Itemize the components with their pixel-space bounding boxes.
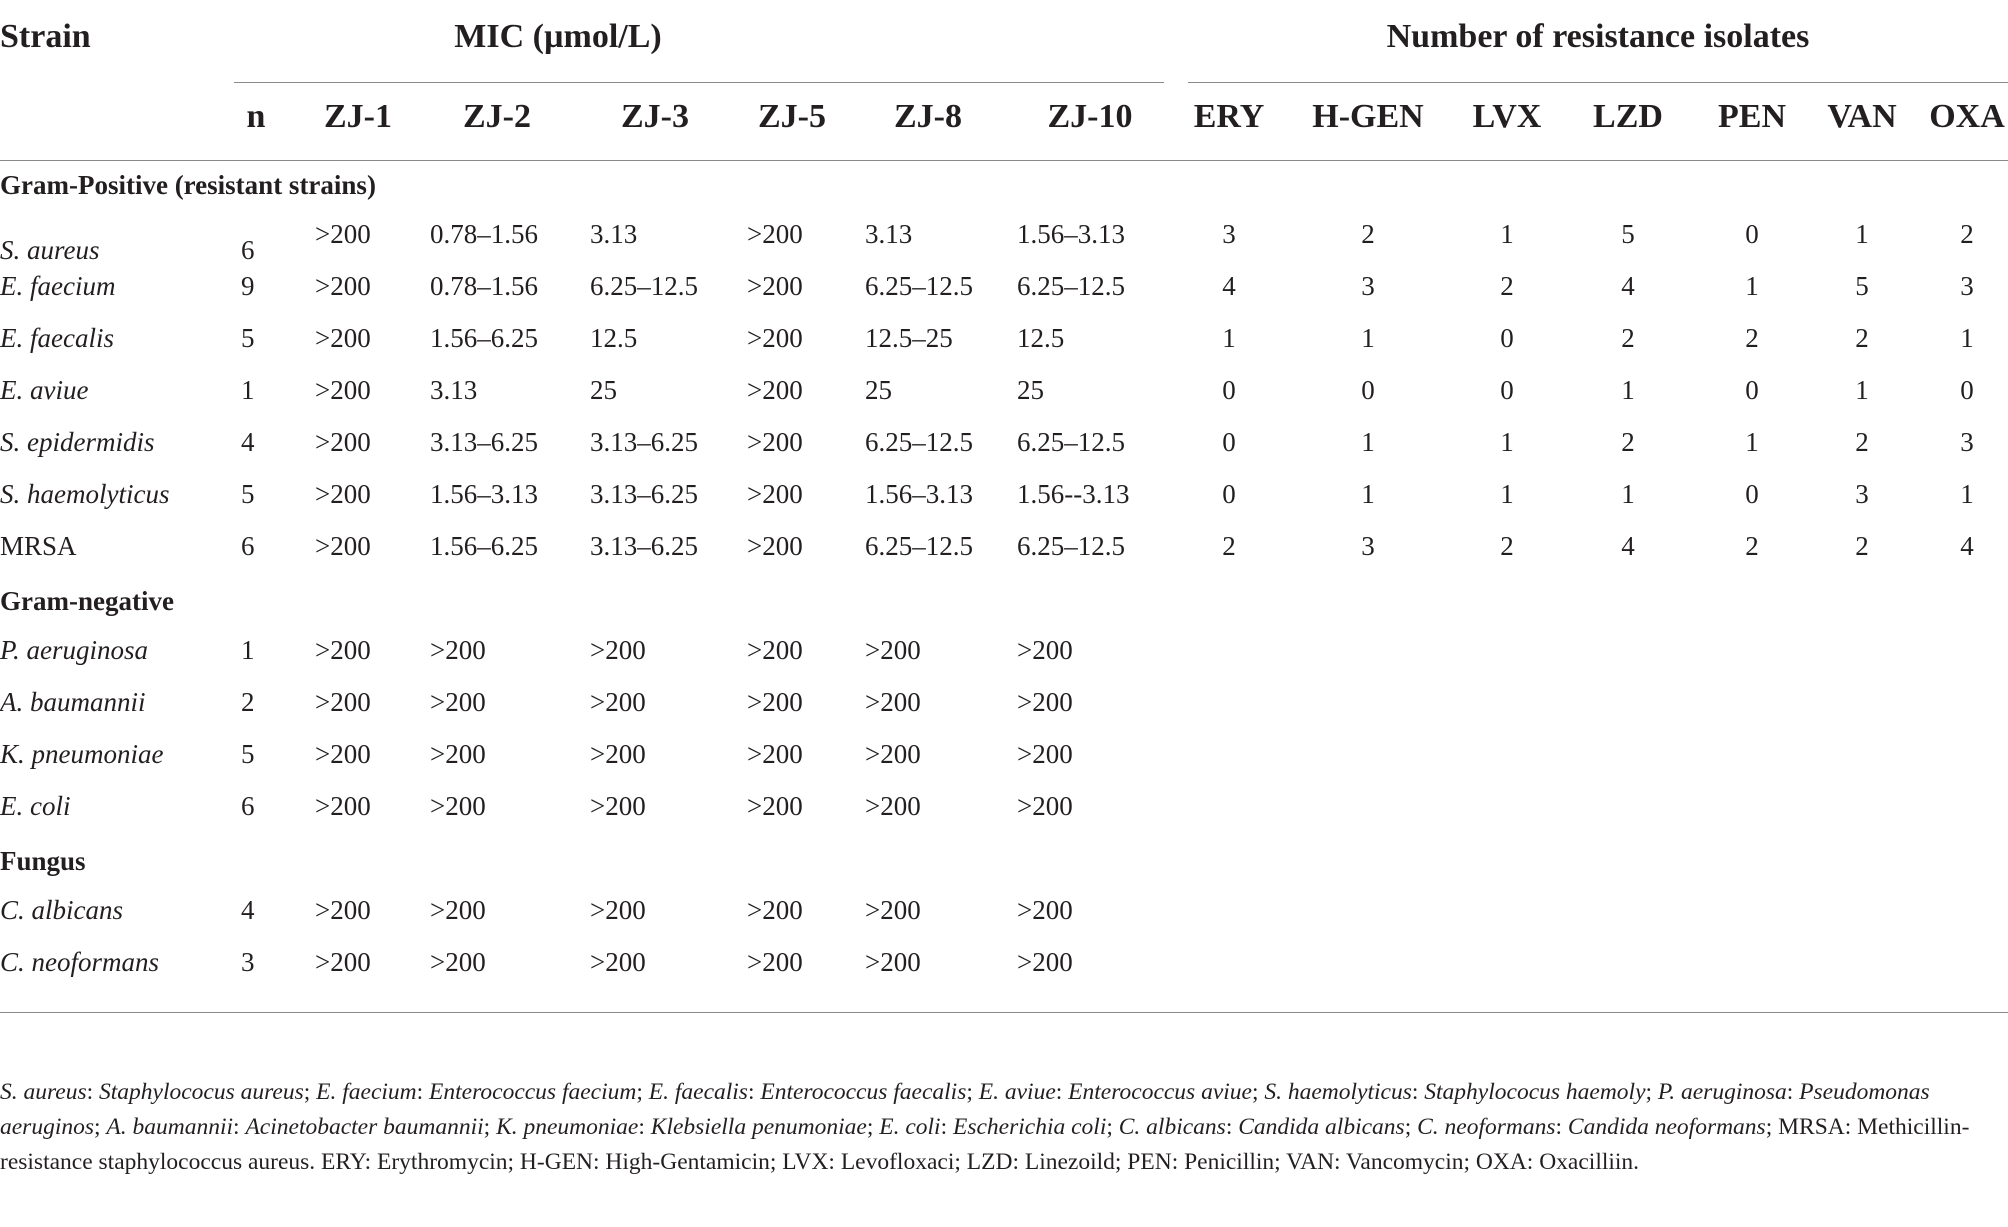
mic-value-cell: >200 — [430, 739, 486, 769]
footnote-italic-text: Pseudomonas aeruginos — [0, 1079, 1930, 1140]
footnote-italic-text: Klebsiella penumoniae — [650, 1114, 867, 1140]
group-label: Fungus — [0, 846, 86, 876]
mic-value-cell: >200 — [315, 895, 371, 925]
footnote-text: ; — [1106, 1114, 1119, 1140]
strain-cell: C. albicans — [0, 895, 124, 925]
strain-header: Strain — [0, 18, 91, 55]
resistance-count-cell: 2 — [1855, 427, 1869, 457]
mic-value-cell: >200 — [1017, 895, 1073, 925]
mic-value-cell: >200 — [1017, 947, 1073, 977]
resistance-column-header: PEN — [1718, 98, 1786, 135]
mic-value-cell: >200 — [1017, 687, 1073, 717]
resistance-count-cell: 2 — [1745, 531, 1759, 561]
footnote-italic-text: C. neoformans — [1417, 1114, 1556, 1140]
mic-value-cell: 6.25–12.5 — [1017, 427, 1125, 457]
mic-value-cell: >200 — [590, 739, 646, 769]
footnote-text: : — [1411, 1079, 1425, 1105]
footnote-text: ; — [636, 1079, 649, 1105]
resistance-count-cell: 2 — [1500, 271, 1514, 301]
mic-value-cell: 3.13–6.25 — [590, 479, 698, 509]
resistance-count-cell: 4 — [1621, 271, 1635, 301]
table-bottom-rule — [0, 1012, 2008, 1013]
footnote-italic-text: Staphylococus aureus — [99, 1079, 304, 1105]
strain-cell: E. coli — [0, 791, 71, 821]
resistance-count-cell: 2 — [1500, 531, 1514, 561]
mic-value-cell: >200 — [747, 479, 803, 509]
mic-value-cell: >200 — [315, 531, 371, 561]
resistance-count-cell: 2 — [1621, 323, 1635, 353]
mic-value-cell: >200 — [747, 895, 803, 925]
resistance-count-cell: 0 — [1745, 375, 1759, 405]
resistance-count-cell: 0 — [1222, 479, 1236, 509]
footnote-text: ; — [483, 1114, 497, 1140]
mic-value-cell: >200 — [590, 687, 646, 717]
mic-column-header: ZJ-3 — [621, 98, 689, 135]
strain-cell: A. baumannii — [0, 687, 146, 717]
footnote-italic-text: E. coli — [879, 1114, 941, 1140]
mic-value-cell: 3.13–6.25 — [590, 427, 698, 457]
mic-value-cell: >200 — [747, 635, 803, 665]
footnote-italic-text: Acinetobacter baumannii — [245, 1114, 484, 1140]
n-cell: 6 — [241, 531, 255, 561]
resistance-count-cell: 0 — [1960, 375, 1974, 405]
strain-cell: E. faecalis — [0, 323, 114, 353]
mic-value-cell: >200 — [865, 687, 921, 717]
mic-value-cell: >200 — [315, 375, 371, 405]
header-bottom-rule — [0, 160, 2008, 161]
resistance-count-cell: 0 — [1361, 375, 1375, 405]
resistance-count-cell: 1 — [1855, 219, 1869, 249]
footnote-italic-text: C. albicans — [1118, 1114, 1226, 1140]
mic-value-cell: >200 — [747, 427, 803, 457]
n-cell: 6 — [241, 791, 255, 821]
resistance-count-cell: 1 — [1621, 375, 1635, 405]
mic-value-cell: >200 — [315, 479, 371, 509]
mic-value-cell: 3.13 — [430, 375, 478, 405]
mic-value-cell: 12.5 — [1017, 323, 1065, 353]
resistance-count-cell: 1 — [1500, 479, 1514, 509]
mic-value-cell: 3.13 — [590, 219, 638, 249]
footnote-text: ; — [1765, 1114, 1779, 1140]
footnote-italic-text: K. pneumoniae — [496, 1114, 639, 1140]
resistance-column-header: LVX — [1472, 98, 1542, 135]
mic-value-cell: >200 — [1017, 791, 1073, 821]
mic-value-cell: 25 — [865, 375, 892, 405]
resistance-column-header: VAN — [1827, 98, 1897, 135]
resistance-count-cell: 1 — [1222, 323, 1236, 353]
footnote-italic-text: Candida neoformans — [1567, 1114, 1766, 1140]
mic-column-header: ZJ-5 — [758, 98, 826, 135]
footnote-text: ; — [1251, 1079, 1265, 1105]
footnote-italic-text: E. aviue — [978, 1079, 1056, 1105]
footnote-italic-text: Enterococcus faecalis — [760, 1079, 967, 1105]
mic-value-cell: 3.13–6.25 — [590, 531, 698, 561]
mic-value-cell: >200 — [430, 791, 486, 821]
resistance-count-cell: 0 — [1222, 375, 1236, 405]
footnote-text: : — [747, 1079, 761, 1105]
resistance-count-cell: 1 — [1500, 427, 1514, 457]
strain-cell: S. epidermidis — [0, 427, 155, 457]
mic-value-cell: 0.78–1.56 — [430, 219, 538, 249]
mic-spanner-rule — [234, 82, 1164, 83]
resistance-count-cell: 2 — [1855, 323, 1869, 353]
mic-value-cell: 6.25–12.5 — [1017, 531, 1125, 561]
group-label: Gram-negative — [0, 586, 174, 616]
group-label: Gram-Positive (resistant strains) — [0, 170, 376, 200]
mic-value-cell: >200 — [1017, 739, 1073, 769]
mic-value-cell: >200 — [747, 531, 803, 561]
footnote-italic-text: Candida albicans — [1238, 1114, 1405, 1140]
mic-value-cell: >200 — [315, 687, 371, 717]
mic-value-cell: >200 — [865, 635, 921, 665]
mic-value-cell: 25 — [1017, 375, 1044, 405]
footnote-italic-text: Escherichia coli — [952, 1114, 1107, 1140]
mic-column-header: ZJ-10 — [1047, 98, 1133, 135]
footnote-italic-text: Staphylococus haemoly — [1424, 1079, 1646, 1105]
mic-value-cell: 12.5 — [590, 323, 638, 353]
resistance-count-cell: 3 — [1855, 479, 1869, 509]
footnote-text: : — [940, 1114, 953, 1140]
footnote-text: ; — [94, 1114, 107, 1140]
resistance-count-cell: 3 — [1361, 531, 1375, 561]
mic-value-cell: 1.56–3.13 — [430, 479, 538, 509]
resistance-spanner-rule — [1188, 82, 2008, 83]
mic-value-cell: >200 — [747, 219, 803, 249]
resistance-count-cell: 1 — [1500, 219, 1514, 249]
mic-value-cell: >200 — [315, 271, 371, 301]
mic-value-cell: >200 — [430, 895, 486, 925]
resistance-count-cell: 1 — [1361, 323, 1375, 353]
mic-value-cell: >200 — [865, 895, 921, 925]
mic-value-cell: >200 — [315, 323, 371, 353]
strain-cell: S. haemolyticus — [0, 479, 170, 509]
footnote-text: : — [1225, 1114, 1239, 1140]
resistance-count-cell: 4 — [1960, 531, 1974, 561]
mic-column-header: ZJ-2 — [463, 98, 531, 135]
n-cell: 4 — [241, 427, 255, 457]
mic-value-cell: >200 — [315, 739, 371, 769]
footnote-italic-text: A. baumannii — [106, 1114, 234, 1140]
n-cell: 1 — [241, 375, 255, 405]
mic-value-cell: >200 — [590, 635, 646, 665]
n-cell: 9 — [241, 271, 255, 301]
mic-value-cell: >200 — [747, 791, 803, 821]
resistance-count-cell: 1 — [1745, 271, 1759, 301]
strain-cell: E. aviue — [0, 375, 89, 405]
mic-value-cell: 6.25–12.5 — [590, 271, 698, 301]
mic-value-cell: >200 — [430, 687, 486, 717]
strain-cell: P. aeruginosa — [0, 635, 149, 665]
mic-value-cell: 3.13–6.25 — [430, 427, 538, 457]
mic-value-cell: >200 — [315, 947, 371, 977]
resistance-column-header: ERY — [1193, 98, 1265, 135]
mic-value-cell: 25 — [590, 375, 617, 405]
n-cell: 5 — [241, 323, 255, 353]
footnote-text: MRSA: Methicillin-resistance staphylococcus aureus. ERY: Erythromycin; H-GEN: High-Gentamicin; LVX: Levofloxaci; LZD: Linezoild; PEN: Penicillin; VAN: Vancomycin; OXA: Oxacilliin. — [0, 1114, 1970, 1175]
resistance-column-header: LZD — [1593, 98, 1663, 135]
resistance-count-cell: 0 — [1500, 375, 1514, 405]
mic-value-cell: >200 — [747, 375, 803, 405]
n-cell: 5 — [241, 479, 255, 509]
strain-cell: K. pneumoniae — [0, 739, 164, 769]
footnote-text: : — [1055, 1079, 1069, 1105]
resistance-column-header: H-GEN — [1312, 98, 1424, 135]
footnote-text: ; — [966, 1079, 979, 1105]
mic-value-cell: 12.5–25 — [865, 323, 953, 353]
mic-value-cell: >200 — [865, 739, 921, 769]
resistance-count-cell: 1 — [1855, 375, 1869, 405]
mic-value-cell: >200 — [747, 947, 803, 977]
mic-value-cell: >200 — [315, 219, 371, 249]
strain-cell: C. neoformans — [0, 947, 160, 977]
footnote-text: : — [1555, 1114, 1568, 1140]
resistance-count-cell: 5 — [1855, 271, 1869, 301]
n-cell: 5 — [241, 739, 255, 769]
n-cell: 4 — [241, 895, 255, 925]
mic-column-header: ZJ-8 — [894, 98, 962, 135]
mic-value-cell: 0.78–1.56 — [430, 271, 538, 301]
n-cell: 6 — [241, 235, 255, 265]
resistance-count-cell: 1 — [1361, 427, 1375, 457]
footnote-text: : — [1786, 1079, 1800, 1105]
resistance-count-cell: 2 — [1855, 531, 1869, 561]
strain-cell: E. faecium — [0, 271, 116, 301]
mic-value-cell: >200 — [747, 739, 803, 769]
resistance-count-cell: 0 — [1222, 427, 1236, 457]
resistance-count-cell: 2 — [1745, 323, 1759, 353]
mic-value-cell: 6.25–12.5 — [865, 271, 973, 301]
mic-value-cell: 1.56–6.25 — [430, 323, 538, 353]
strain-cell: S. aureus — [0, 235, 100, 265]
resistance-count-cell: 3 — [1960, 427, 1974, 457]
footnote-text: : — [86, 1079, 100, 1105]
n-column-header: n — [246, 98, 266, 135]
resistance-count-cell: 3 — [1960, 271, 1974, 301]
resistance-count-cell: 2 — [1361, 219, 1375, 249]
resistance-count-cell: 4 — [1621, 531, 1635, 561]
n-cell: 2 — [241, 687, 255, 717]
resistance-count-cell: 1 — [1960, 323, 1974, 353]
mic-value-cell: >200 — [430, 635, 486, 665]
n-cell: 1 — [241, 635, 255, 665]
resistance-count-cell: 3 — [1222, 219, 1236, 249]
resistance-count-cell: 3 — [1361, 271, 1375, 301]
mic-value-cell: >200 — [747, 271, 803, 301]
mic-value-cell: >200 — [590, 895, 646, 925]
footnote-text: : — [416, 1079, 430, 1105]
resistance-count-cell: 4 — [1222, 271, 1236, 301]
mic-value-cell: >200 — [865, 791, 921, 821]
mic-header: MIC (µmol/L) — [454, 18, 662, 55]
resistance-count-cell: 1 — [1621, 479, 1635, 509]
mic-value-cell: 1.56–6.25 — [430, 531, 538, 561]
mic-value-cell: >200 — [315, 791, 371, 821]
footnote-text: : — [233, 1114, 246, 1140]
footnote-italic-text: S. haemolyticus — [1264, 1079, 1412, 1105]
mic-value-cell: >200 — [430, 947, 486, 977]
mic-value-cell: 1.56–3.13 — [1017, 219, 1125, 249]
resistance-count-cell: 2 — [1621, 427, 1635, 457]
mic-value-cell: 6.25–12.5 — [865, 531, 973, 561]
footnote-italic-text: P. aeruginosa — [1657, 1079, 1787, 1105]
mic-value-cell: 1.56--3.13 — [1017, 479, 1130, 509]
mic-value-cell: >200 — [1017, 635, 1073, 665]
mic-value-cell: >200 — [590, 791, 646, 821]
resistance-count-cell: 5 — [1621, 219, 1635, 249]
resistance-count-cell: 0 — [1500, 323, 1514, 353]
n-cell: 3 — [241, 947, 255, 977]
mic-value-cell: >200 — [747, 687, 803, 717]
resistance-count-cell: 2 — [1222, 531, 1236, 561]
mic-value-cell: >200 — [590, 947, 646, 977]
footnote-italic-text: E. faecalis — [648, 1079, 748, 1105]
strain-cell: MRSA — [0, 531, 77, 561]
footnote-italic-text: E. faecium — [316, 1079, 417, 1105]
resistance-column-header: OXA — [1929, 98, 2005, 135]
resistance-count-cell: 1 — [1960, 479, 1974, 509]
resistance-count-cell: 2 — [1960, 219, 1974, 249]
footnote-text: ; — [303, 1079, 317, 1105]
footnote-text: ; — [1404, 1114, 1418, 1140]
mic-value-cell: >200 — [865, 947, 921, 977]
footnote-italic-text: S. aureus — [0, 1079, 87, 1105]
mic-value-cell: >200 — [315, 427, 371, 457]
footnote-italic-text: Enterococcus faecium — [429, 1079, 637, 1105]
footnote-text: : — [638, 1114, 651, 1140]
footnote-text: ; — [1645, 1079, 1658, 1105]
mic-value-cell: >200 — [315, 635, 371, 665]
mic-value-cell: 6.25–12.5 — [865, 427, 973, 457]
footnote-italic-text: Enterococcus aviue — [1068, 1079, 1252, 1105]
footnote-text: ; — [866, 1114, 880, 1140]
mic-value-cell: 1.56–3.13 — [865, 479, 973, 509]
resistance-count-cell: 0 — [1745, 219, 1759, 249]
resistance-count-cell: 0 — [1745, 479, 1759, 509]
mic-value-cell: >200 — [747, 323, 803, 353]
resistance-header: Number of resistance isolates — [1386, 18, 1810, 55]
resistance-count-cell: 1 — [1361, 479, 1375, 509]
mic-column-header: ZJ-1 — [324, 98, 392, 135]
mic-value-cell: 6.25–12.5 — [1017, 271, 1125, 301]
table-footnote — [0, 1075, 2000, 1180]
resistance-count-cell: 1 — [1745, 427, 1759, 457]
mic-value-cell: 3.13 — [865, 219, 913, 249]
